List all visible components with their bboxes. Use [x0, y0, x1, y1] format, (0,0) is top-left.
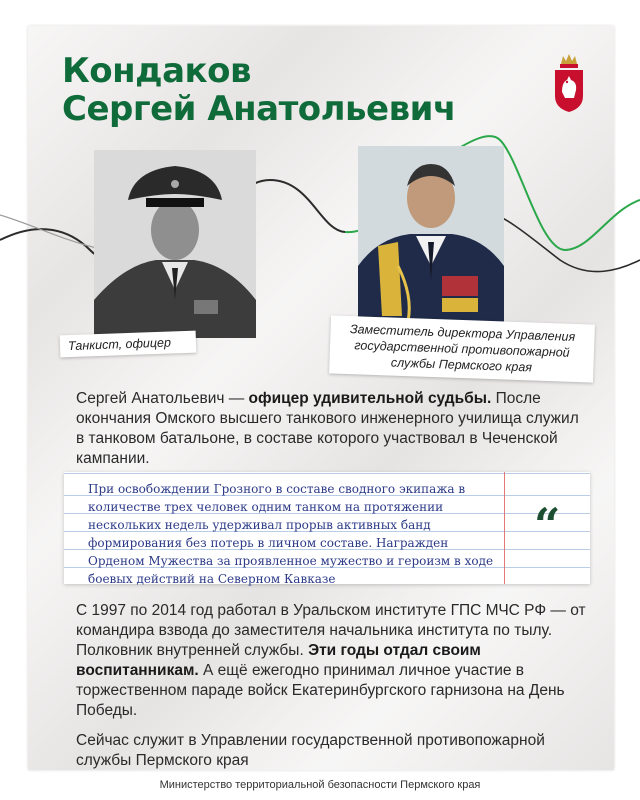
current-service-paragraph: Сейчас служит в Управлении государственной противопожарной службы Пермского края — [76, 732, 545, 769]
quote-text: При освобождении Грозного в составе сводного экипажа в количестве трех человек одним танком на протяжении нескольких недель удерживал прорыв активных банд формирования без потерь в личном составе. Награжден Орденом Мужества за проявленное мужество и героизм в ходе боевых действий на Северном Кавказе — [88, 482, 494, 586]
quote-mark-icon: “ — [534, 498, 561, 552]
intro-bold-text: офицер удивительной судьбы. — [248, 390, 492, 407]
coat-of-arms-icon — [553, 52, 585, 114]
career-paragraph — [76, 601, 586, 721]
right-photo-caption: Заместитель директора Управления государственной противопожарной службы Пермского края — [329, 315, 595, 382]
career-text-end: А ещё ежегодно принимал личное участие в торжественном параде войск Екатеринбургского гарнизона на День Победы. — [76, 662, 565, 719]
notebook-margin-line — [504, 472, 505, 584]
officer-photo-right — [358, 146, 504, 324]
career-text-start: С 1997 по 2014 год работал в Уральском институте ГПС МЧС РФ — от командира взвода до заместителя начальника института по тылу. Полковник внутренней службы. — [76, 602, 586, 659]
intro-text-start: Сергей Анатольевич — — [76, 390, 249, 407]
page-title — [62, 52, 456, 128]
intro-text-end: После окончания Омского высшего танкового инженерного училища служил в танковом батальоне, в составе которого участвовал в Чеченской кампании. — [76, 390, 579, 467]
quote-card — [64, 472, 590, 584]
footer-ministry: Министерство территориальной безопасности Пермского края — [159, 779, 481, 791]
left-photo-caption: Танкист, офицер — [60, 331, 197, 358]
career-bold-text: Эти годы отдал своим воспитанникам. — [76, 642, 481, 679]
officer-photo-left — [94, 150, 256, 338]
intro-paragraph — [76, 389, 586, 469]
title-line-2: Сергей Анатольевич — [62, 89, 456, 129]
title-line-1: Кондаков — [62, 51, 251, 91]
